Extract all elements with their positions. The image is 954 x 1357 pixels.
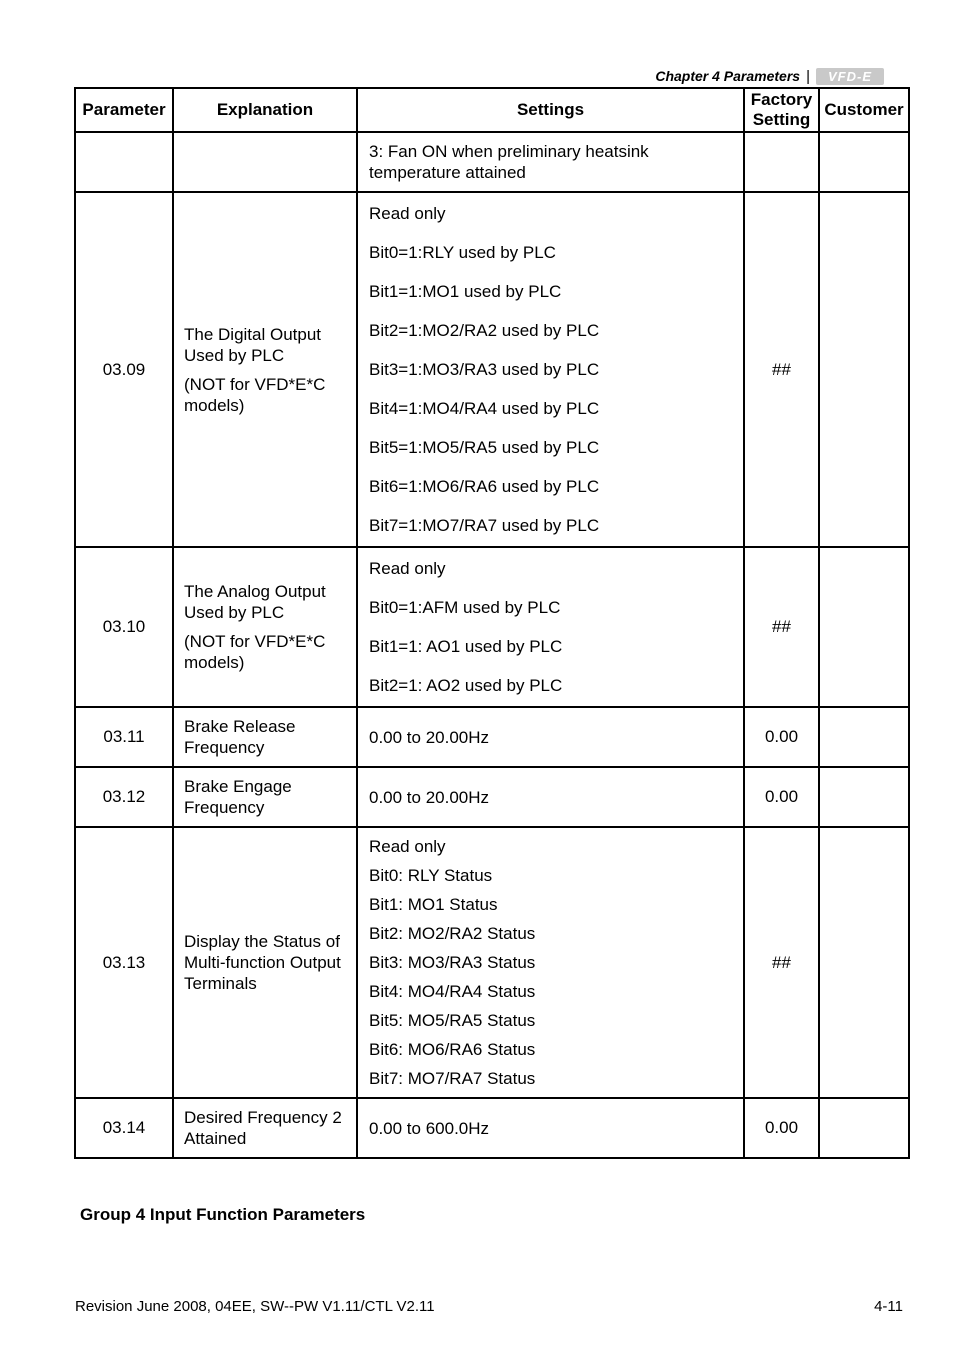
column-header-customer: Customer xyxy=(819,88,909,132)
group-heading: Group 4 Input Function Parameters xyxy=(80,1205,366,1224)
setting-line: Read only xyxy=(369,837,446,856)
setting-line: 3: Fan ON when preliminary heatsink temperature attained xyxy=(369,142,649,182)
setting-line: Bit2=1: AO2 used by PLC xyxy=(369,676,563,695)
table-row xyxy=(75,827,909,1098)
column-header-factory-setting: Factory Setting xyxy=(744,88,819,132)
page-number: 4-11 xyxy=(874,1298,903,1315)
factory-setting-cell: 0.00 xyxy=(744,1098,819,1158)
customer-cell xyxy=(819,767,909,827)
setting-line: Bit4: MO4/RA4 Status xyxy=(369,982,536,1001)
setting-line: Read only xyxy=(369,559,446,578)
vfd-e-logo: VFD-E xyxy=(816,68,884,85)
parameter-cell: 03.09 xyxy=(75,192,173,547)
settings-cell xyxy=(357,767,744,827)
setting-line: Bit3: MO3/RA3 Status xyxy=(369,953,536,972)
setting-line: Bit7=1:MO7/RA7 used by PLC xyxy=(369,516,600,535)
parameter-cell: 03.14 xyxy=(75,1098,173,1158)
factory-setting-cell xyxy=(744,132,819,192)
parameter-cell: 03.11 xyxy=(75,707,173,767)
table-row xyxy=(75,1098,909,1158)
explanation-text: Desired Frequency 2 Attained xyxy=(184,1108,342,1148)
parameter-cell: 03.12 xyxy=(75,767,173,827)
setting-line: 0.00 to 600.0Hz xyxy=(369,1118,490,1138)
customer-cell xyxy=(819,192,909,547)
setting-line: 0.00 to 20.00Hz xyxy=(369,787,490,807)
explanation-cell xyxy=(173,707,357,767)
setting-line: Bit5=1:MO5/RA5 used by PLC xyxy=(369,438,600,457)
table-header-row xyxy=(75,88,909,132)
column-header-parameter: Parameter xyxy=(75,88,173,132)
explanation-text: Brake Release Frequency xyxy=(184,717,296,757)
setting-line: Bit5: MO5/RA5 Status xyxy=(369,1011,536,1030)
explanation-cell xyxy=(173,132,357,192)
parameter-table xyxy=(74,87,910,1159)
table-row xyxy=(75,767,909,827)
setting-line: Bit0: RLY Status xyxy=(369,866,493,885)
settings-cell xyxy=(357,192,744,547)
factory-setting-cell: ## xyxy=(744,827,819,1098)
explanation-cell xyxy=(173,767,357,827)
page-header xyxy=(655,66,884,86)
explanation-note: (NOT for VFD*E*C models) xyxy=(184,632,326,672)
setting-line: Bit6: MO6/RA6 Status xyxy=(369,1040,536,1059)
setting-line: Bit0=1:RLY used by PLC xyxy=(369,243,556,262)
setting-line: Bit6=1:MO6/RA6 used by PLC xyxy=(369,477,600,496)
settings-cell xyxy=(357,827,744,1098)
parameter-cell: 03.10 xyxy=(75,547,173,707)
explanation-text: Brake Engage Frequency xyxy=(184,777,292,817)
settings-cell xyxy=(357,547,744,707)
header-separator: | xyxy=(806,67,810,85)
table-row xyxy=(75,192,909,547)
table-row xyxy=(75,547,909,707)
explanation-text: Display the Status of Multi-function Output Terminals xyxy=(184,932,341,993)
customer-cell xyxy=(819,547,909,707)
column-header-explanation: Explanation xyxy=(173,88,357,132)
factory-setting-cell: ## xyxy=(744,192,819,547)
setting-line: Bit0=1:AFM used by PLC xyxy=(369,598,561,617)
setting-line: Bit1: MO1 Status xyxy=(369,895,498,914)
explanation-note: (NOT for VFD*E*C models) xyxy=(184,374,326,415)
settings-cell xyxy=(357,707,744,767)
setting-line: Bit2: MO2/RA2 Status xyxy=(369,924,536,943)
column-header-settings: Settings xyxy=(357,88,744,132)
setting-line: Bit1=1: AO1 used by PLC xyxy=(369,637,563,656)
setting-line: Bit4=1:MO4/RA4 used by PLC xyxy=(369,399,600,418)
setting-line: Bit7: MO7/RA7 Status xyxy=(369,1069,536,1088)
factory-setting-cell: 0.00 xyxy=(744,767,819,827)
factory-setting-cell: 0.00 xyxy=(744,707,819,767)
setting-line: Bit2=1:MO2/RA2 used by PLC xyxy=(369,321,600,340)
setting-line: 0.00 to 20.00Hz xyxy=(369,727,490,747)
customer-cell xyxy=(819,1098,909,1158)
explanation-text: The Analog Output Used by PLC xyxy=(184,582,326,622)
explanation-cell xyxy=(173,1098,357,1158)
settings-cell xyxy=(357,132,744,192)
factory-setting-cell: ## xyxy=(744,547,819,707)
explanation-cell xyxy=(173,547,357,707)
customer-cell xyxy=(819,132,909,192)
customer-cell xyxy=(819,707,909,767)
parameter-cell xyxy=(75,132,173,192)
parameter-cell: 03.13 xyxy=(75,827,173,1098)
explanation-cell xyxy=(173,827,357,1098)
explanation-cell xyxy=(173,192,357,547)
chapter-title: Chapter 4 Parameters xyxy=(655,68,801,84)
revision-footer: Revision June 2008, 04EE, SW--PW V1.11/CTL V2.11 xyxy=(75,1298,435,1315)
setting-line: Bit1=1:MO1 used by PLC xyxy=(369,282,562,301)
settings-cell xyxy=(357,1098,744,1158)
setting-line: Read only xyxy=(369,204,446,223)
explanation-text: The Digital Output Used by PLC xyxy=(184,324,322,365)
table-row xyxy=(75,707,909,767)
setting-line: Bit3=1:MO3/RA3 used by PLC xyxy=(369,360,600,379)
table-row xyxy=(75,132,909,192)
customer-cell xyxy=(819,827,909,1098)
